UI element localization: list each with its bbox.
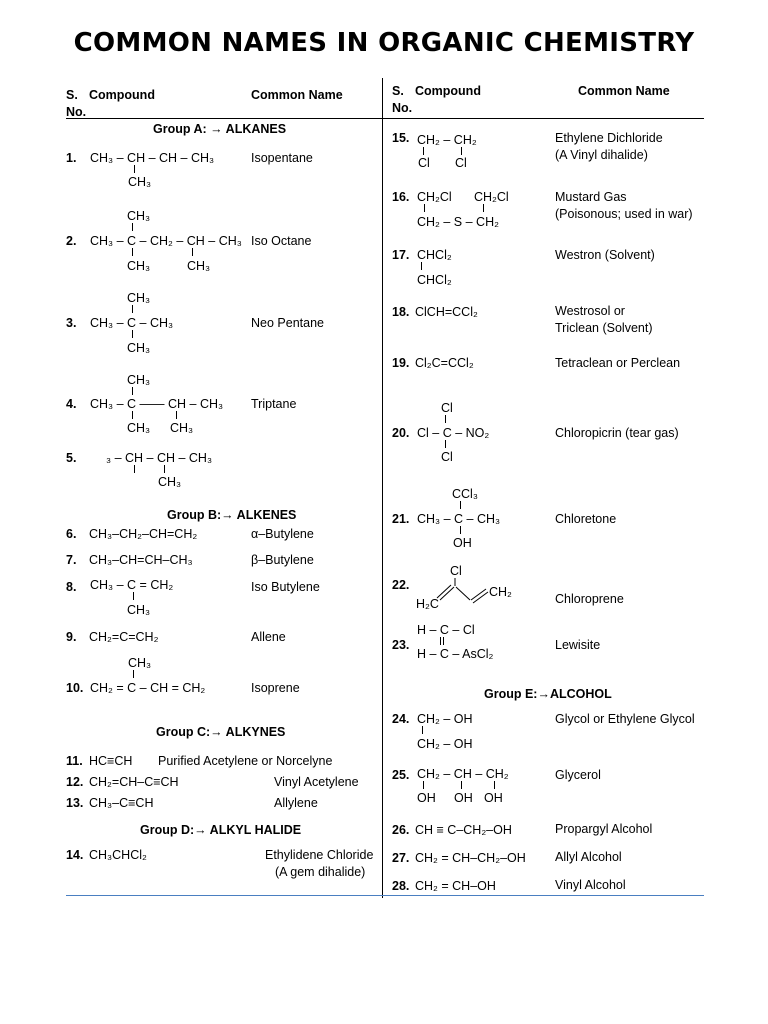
common-name-isopentane: Isopentane: [251, 151, 313, 165]
common-name-isoprene: Isoprene: [251, 681, 300, 695]
formula-acetylene: HC≡CH: [89, 754, 133, 768]
formula-branch: OH: [454, 791, 473, 805]
formula-mustard-gas: CH₂ – S – CH₂: [417, 215, 499, 229]
common-name-allyl-alcohol: Allyl Alcohol: [555, 850, 622, 864]
formula-branch: CH₃: [127, 259, 151, 273]
row-number: 28.: [392, 879, 410, 893]
left-header-compound: Compound: [89, 88, 155, 102]
bond-line: [421, 262, 422, 270]
bond-line: [422, 726, 423, 734]
formula-branch: CH₃: [170, 421, 194, 435]
formula-westron: CHCl₂: [417, 248, 452, 262]
common-name-allene: Allene: [251, 630, 286, 644]
formula-branch: H₂C: [416, 597, 439, 611]
formula-vinyl-acetylene: CH₂=CH–C≡CH: [89, 775, 179, 789]
formula-westrosol: ClCH=CCl₂: [415, 305, 478, 319]
formula-branch: CH₃: [127, 373, 151, 387]
row-number: 9.: [66, 630, 77, 644]
formula-branch: CH₃: [158, 475, 182, 489]
formula-ethylene-dichloride: CH₂ – CH₂: [417, 133, 477, 147]
common-name-mustard-gas: Mustard Gas: [555, 190, 627, 204]
formula-iso-butylene: CH₃ – C = CH₂: [90, 578, 174, 592]
right-header-compound: Compound: [415, 84, 481, 98]
common-name-propargyl-alcohol: Propargyl Alcohol: [555, 822, 653, 836]
formula-branch: CH₃: [128, 175, 152, 189]
formula-iso-octane: CH₃ – C – CH₂ – CH – CH₃: [90, 234, 242, 248]
bond-line: [445, 415, 446, 423]
bond-line: [460, 501, 461, 509]
bond-line: [440, 637, 441, 645]
formula-branch: CH₃: [127, 603, 151, 617]
common-name-ethylene-dichloride: Ethylene Dichloride: [555, 131, 663, 145]
row-number: 1.: [66, 151, 77, 165]
column-divider: [382, 78, 383, 898]
formula-beta-butylene: CH₃–CH=CH–CH₃: [89, 553, 193, 567]
formula-branch: OH: [417, 791, 436, 805]
bond-line: [456, 587, 470, 600]
formula-allylene: CH₃–C≡CH: [89, 796, 154, 810]
formula-branch: Cl: [450, 564, 462, 578]
left-header-common-name: Common Name: [251, 88, 343, 102]
row-number: 3.: [66, 316, 77, 330]
formula-vinyl-alcohol: CH₂ = CH–OH: [415, 879, 496, 893]
formula-lewisite-top: H – C – Cl: [417, 623, 475, 637]
common-name-ethylidene-chloride: Ethylidene Chloride: [265, 848, 374, 862]
right-header-no: No.: [392, 101, 413, 115]
row-number: 15.: [392, 131, 410, 145]
bond-line: [423, 781, 424, 789]
common-name-note: Triclean (Solvent): [555, 321, 653, 335]
common-name-westrosol: Westrosol or: [555, 304, 625, 318]
right-header-common-name: Common Name: [578, 84, 670, 98]
bond-line: [132, 411, 133, 419]
formula-row-5: ₃ – CH – CH – CH₃: [106, 451, 213, 465]
row-number: 14.: [66, 848, 84, 862]
bottom-rule: [66, 895, 704, 896]
row-number: 6.: [66, 527, 77, 541]
formula-branch: Cl: [418, 156, 430, 170]
bond-line: [132, 248, 133, 256]
formula-glycerol: CH₂ – CH – CH₂: [417, 767, 509, 781]
common-name-alpha-butylene: α–Butylene: [251, 527, 314, 541]
common-name-iso-butylene: Iso Butylene: [251, 580, 320, 594]
formula-branch: CH₃: [127, 291, 151, 305]
group-c-heading: Group C:→ ALKYNES: [156, 725, 286, 739]
formula-branch: OH: [453, 536, 472, 550]
common-name-acetylene: Purified Acetylene or Norcelyne: [158, 754, 333, 768]
formula-glycol: CH₂ – OH: [417, 712, 473, 726]
row-number: 19.: [392, 356, 410, 370]
row-number: 7.: [66, 553, 77, 567]
bond-line: [494, 781, 495, 789]
bond-line: [461, 147, 462, 155]
formula-branch: CH₃: [127, 421, 151, 435]
formula-allyl-alcohol: CH₂ = CH–CH₂–OH: [415, 851, 526, 865]
row-number: 10.: [66, 681, 84, 695]
formula-branch: CH₂: [489, 585, 512, 599]
row-number: 22.: [392, 578, 410, 592]
formula-branch: CH₃: [128, 656, 152, 670]
bond-line: [132, 330, 133, 338]
row-number: 23.: [392, 638, 410, 652]
page-title: COMMON NAMES IN ORGANIC CHEMISTRY: [73, 28, 695, 58]
group-e-heading: Group E:→ALCOHOL: [484, 687, 612, 701]
row-number: 26.: [392, 823, 410, 837]
formula-branch: OH: [484, 791, 503, 805]
bond-line: [483, 204, 484, 212]
row-number: 18.: [392, 305, 410, 319]
common-name-glycol: Glycol or Ethylene Glycol: [555, 712, 695, 726]
common-name-westron: Westron (Solvent): [555, 248, 655, 262]
bond-line: [424, 204, 425, 212]
formula-branch: CH₃: [187, 259, 211, 273]
bond-line: [460, 526, 461, 534]
common-name-allylene: Allylene: [274, 796, 318, 810]
row-number: 5.: [66, 451, 77, 465]
row-number: 25.: [392, 768, 410, 782]
formula-alpha-butylene: CH₃–CH₂–CH=CH₂: [89, 527, 198, 541]
formula-isoprene: CH₂ = C – CH = CH₂: [90, 681, 206, 695]
bond-line: [423, 147, 424, 155]
formula-branch: Cl: [441, 401, 453, 415]
formula-branch: CH₂Cl: [474, 190, 509, 204]
common-name-chloropicrin: Chloropicrin (tear gas): [555, 426, 679, 440]
right-header-sno: S.: [392, 84, 404, 98]
common-name-note: (A gem dihalide): [275, 865, 366, 879]
formula-allene: CH₂=C=CH₂: [89, 630, 159, 644]
bond-line: [445, 440, 446, 448]
common-name-iso-octane: Iso Octane: [251, 234, 312, 248]
formula-branch: Cl: [455, 156, 467, 170]
group-b-heading: Group B:→ ALKENES: [167, 508, 297, 522]
formula-branch: CHCl₂: [417, 273, 452, 287]
row-number: 2.: [66, 234, 77, 248]
row-number: 4.: [66, 397, 77, 411]
common-name-note: (A Vinyl dihalide): [555, 148, 648, 162]
right-header-rule: [382, 118, 704, 119]
formula-branch: CH₃: [127, 341, 151, 355]
group-d-heading: Group D:→ ALKYL HALIDE: [140, 823, 302, 837]
formula-tetraclean: Cl₂C=CCl₂: [415, 356, 474, 370]
bond-line: [134, 465, 135, 473]
common-name-vinyl-alcohol: Vinyl Alcohol: [555, 878, 626, 892]
common-name-chloroprene: Chloroprene: [555, 592, 624, 606]
bond-line: [176, 411, 177, 419]
left-header-no: No.: [66, 105, 87, 119]
formula-propargyl-alcohol: CH ≡ C–CH₂–OH: [415, 823, 512, 837]
common-name-triptane: Triptane: [251, 397, 297, 411]
formula-triptane: CH₃ – C —— CH – CH₃: [90, 397, 224, 411]
row-number: 21.: [392, 512, 410, 526]
row-number: 13.: [66, 796, 84, 810]
common-name-note: (Poisonous; used in war): [555, 207, 693, 221]
row-number: 20.: [392, 426, 410, 440]
formula-branch: CH₂ – OH: [417, 737, 473, 751]
row-number: 16.: [392, 190, 410, 204]
formula-ethylidene-chloride: CH₃CHCl₂: [89, 848, 147, 862]
common-name-tetraclean: Tetraclean or Perclean: [555, 356, 681, 370]
common-name-lewisite: Lewisite: [555, 638, 601, 652]
left-header-sno: S.: [66, 88, 78, 102]
formula-branch: CH₂Cl: [417, 190, 452, 204]
bond-line: [443, 637, 444, 645]
group-a-heading: Group A: → ALKANES: [153, 122, 287, 136]
formula-lewisite-bottom: H – C – AsCl₂: [417, 647, 494, 661]
row-number: 11.: [66, 754, 83, 768]
common-name-vinyl-acetylene: Vinyl Acetylene: [274, 775, 359, 789]
bond-line: [192, 248, 193, 256]
common-name-chloretone: Chloretone: [555, 512, 617, 526]
row-number: 17.: [392, 248, 410, 262]
row-number: 12.: [66, 775, 84, 789]
bond-line: [132, 223, 133, 231]
bond-line: [164, 465, 165, 473]
bond-line: [461, 781, 462, 789]
formula-chloropicrin: Cl – C – NO₂: [417, 426, 490, 440]
row-number: 8.: [66, 580, 77, 594]
row-number: 24.: [392, 712, 410, 726]
formula-chloretone: CH₃ – C – CH₃: [417, 512, 501, 526]
formula-isopentane: CH₃ – CH – CH – CH₃: [90, 151, 215, 165]
formula-branch: Cl: [441, 450, 453, 464]
bond-line: [132, 387, 133, 395]
formula-branch: CCl₃: [452, 487, 478, 501]
bond-line: [132, 305, 133, 313]
common-name-beta-butylene: β–Butylene: [251, 553, 314, 567]
row-number: 27.: [392, 851, 410, 865]
bond-line: [133, 670, 134, 678]
bond-line: [133, 592, 134, 600]
common-name-glycerol: Glycerol: [555, 768, 601, 782]
left-header-rule: [66, 118, 382, 119]
formula-branch: CH₃: [127, 209, 151, 223]
bond-line: [134, 165, 135, 173]
formula-neo-pentane: CH₃ – C – CH₃: [90, 316, 174, 330]
common-name-neo-pentane: Neo Pentane: [251, 316, 324, 330]
